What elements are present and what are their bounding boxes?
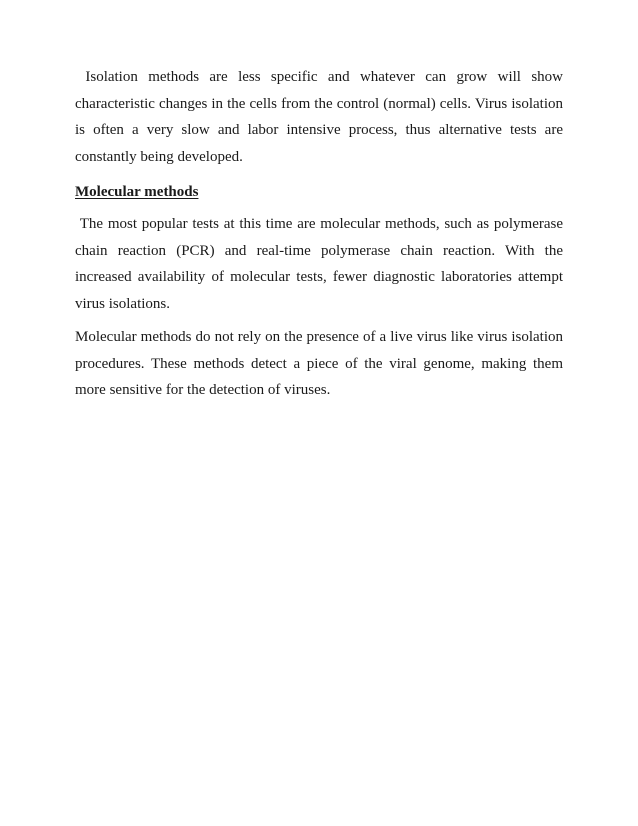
section-heading-molecular-methods: Molecular methods: [75, 184, 199, 200]
paragraph-isolation-methods: Isolation methods are less specific and whatever can grow will show characteristic changes in the cells from the control (normal) cells. Virus isolation is often a very slow and labor intensive process, thus alternative tests are constantly being developed.: [75, 69, 567, 165]
paragraph-molecular-detail: Molecular methods do not rely on the presence of a live virus like virus isolation procedures. These methods detect a piece of the viral genome, making them more sensitive for the detection of viruses.: [75, 329, 563, 398]
paragraph-popular-tests: The most popular tests at this time are molecular methods, such as polymerase chain reaction (PCR) and real-time polymerase chain reaction. With the increased availability of molecular tests, fewer diagnostic laboratories attempt virus isolations.: [75, 216, 567, 312]
document-page: [75, 64, 567, 404]
